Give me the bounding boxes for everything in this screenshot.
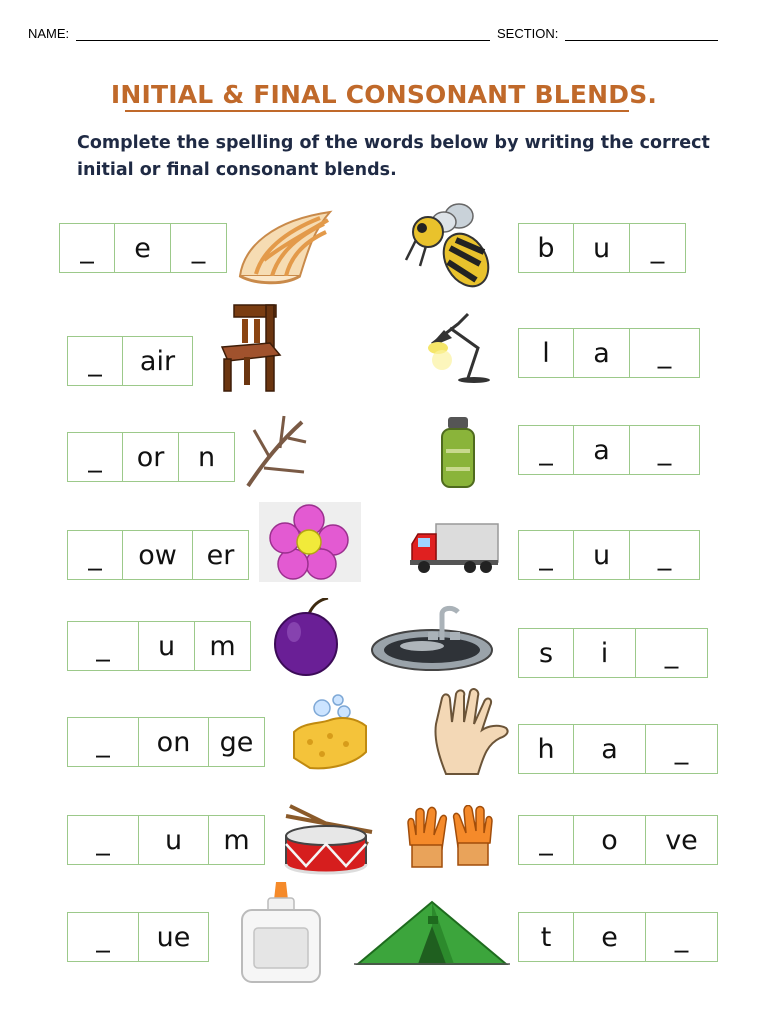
letter-cell: ve: [646, 815, 718, 865]
letter-cell: m: [209, 815, 265, 865]
shell-icon: [234, 206, 336, 286]
letter-cell[interactable]: _: [67, 815, 139, 865]
word-boxes-lamp: [518, 328, 700, 378]
letter-cell: e: [115, 223, 171, 273]
name-line[interactable]: [76, 40, 490, 41]
letter-cell[interactable]: _: [518, 530, 574, 580]
letter-cell: i: [574, 628, 636, 678]
lamp-icon: [428, 308, 494, 384]
letter-cell[interactable]: _: [646, 912, 718, 962]
letter-cell[interactable]: _: [67, 432, 123, 482]
drum-icon: [282, 804, 376, 880]
letter-cell: on: [139, 717, 209, 767]
glue-icon: [240, 880, 322, 984]
letter-cell[interactable]: _: [67, 717, 139, 767]
letter-cell: l: [518, 328, 574, 378]
letter-cell[interactable]: _: [67, 621, 139, 671]
gloves-icon: [402, 805, 498, 875]
flower-icon: [259, 502, 361, 582]
letter-cell[interactable]: _: [646, 724, 718, 774]
letter-cell: ow: [123, 530, 193, 580]
name-label: NAME:: [28, 26, 70, 41]
letter-cell: or: [123, 432, 179, 482]
letter-cell[interactable]: _: [630, 530, 700, 580]
word-boxes-bee: [518, 223, 686, 273]
truck-icon: [410, 522, 500, 574]
chair-icon: [220, 303, 282, 393]
letter-cell: a: [574, 425, 630, 475]
thorn-icon: [244, 412, 308, 488]
section-label: SECTION:: [497, 26, 559, 41]
word-boxes-flask: [518, 425, 700, 475]
letter-cell: air: [123, 336, 193, 386]
word-boxes-truck: [518, 530, 700, 580]
letter-cell[interactable]: _: [59, 223, 115, 273]
letter-cell[interactable]: _: [67, 336, 123, 386]
letter-cell: ge: [209, 717, 265, 767]
section-line[interactable]: [565, 40, 718, 41]
letter-cell: m: [195, 621, 251, 671]
word-boxes-thorn: [67, 432, 235, 482]
tent-icon: [354, 898, 510, 970]
word-boxes-glue: [67, 912, 209, 962]
letter-cell[interactable]: _: [630, 328, 700, 378]
sink-icon: [370, 604, 496, 672]
letter-cell: u: [139, 815, 209, 865]
letter-cell: s: [518, 628, 574, 678]
word-boxes-gloves: [518, 815, 718, 865]
page-title: INITIAL & FINAL CONSONANT BLENDS.: [110, 80, 658, 109]
letter-cell[interactable]: _: [630, 425, 700, 475]
letter-cell: u: [139, 621, 195, 671]
instructions: Complete the spelling of the words below by writing the correct initial or final consonant blends.: [77, 133, 710, 180]
letter-cell: ue: [139, 912, 209, 962]
letter-cell: h: [518, 724, 574, 774]
word-boxes-drum: [67, 815, 265, 865]
word-boxes-hand: [518, 724, 718, 774]
letter-cell: a: [574, 328, 630, 378]
plum-icon: [274, 598, 340, 676]
word-boxes-sponge: [67, 717, 265, 767]
letter-cell: e: [574, 912, 646, 962]
title-underline: [125, 110, 629, 112]
letter-cell[interactable]: _: [636, 628, 708, 678]
flask-icon: [438, 415, 478, 491]
letter-cell: u: [574, 223, 630, 273]
sponge-icon: [290, 694, 370, 774]
letter-cell[interactable]: _: [630, 223, 686, 273]
word-boxes-tent: [518, 912, 718, 962]
letter-cell: u: [574, 530, 630, 580]
letter-cell: er: [193, 530, 249, 580]
letter-cell[interactable]: _: [518, 425, 574, 475]
letter-cell: o: [574, 815, 646, 865]
letter-cell: t: [518, 912, 574, 962]
letter-cell[interactable]: _: [171, 223, 227, 273]
word-boxes-chair: [67, 336, 193, 386]
letter-cell[interactable]: _: [518, 815, 574, 865]
word-boxes-plum: [67, 621, 251, 671]
bee-icon: [404, 200, 494, 294]
letter-cell: n: [179, 432, 235, 482]
letter-cell[interactable]: _: [67, 912, 139, 962]
letter-cell: b: [518, 223, 574, 273]
letter-cell: a: [574, 724, 646, 774]
word-boxes-sink: [518, 628, 708, 678]
hand-icon: [428, 688, 512, 776]
letter-cell[interactable]: _: [67, 530, 123, 580]
word-boxes-shell: [59, 223, 227, 273]
word-boxes-flower: [67, 530, 249, 580]
